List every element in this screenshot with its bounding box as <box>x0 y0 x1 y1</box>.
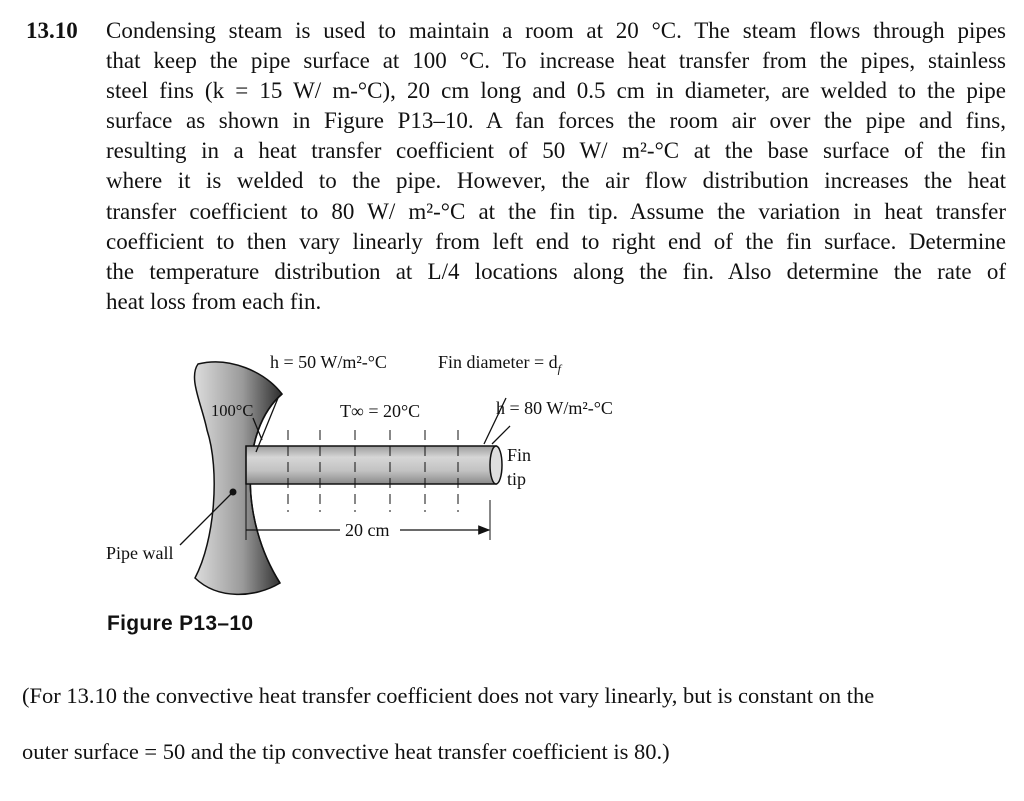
note-line-2: outer surface = 50 and the tip convective heat transfer coefficient is 80.) <box>22 739 670 764</box>
problem-number: 13.10 <box>26 18 78 43</box>
fin-tip-face <box>490 446 502 484</box>
problem-line: heat loss from each fin. <box>106 288 322 314</box>
problem-line: the temperature distribution at L/4 locations along the fin. Also determine the rate of <box>106 258 1006 284</box>
fin-length-label: 20 cm <box>345 520 390 540</box>
note-line-1: (For 13.10 the convective heat transfer coefficient does not vary linearly, but is constant on the <box>22 683 875 708</box>
fin-diameter-text: Fin diameter = d <box>438 352 558 372</box>
fin-tip-leader <box>492 426 510 444</box>
figure-caption: Figure P13–10 <box>107 612 254 635</box>
fin-tip-label-line1: Fin <box>507 445 532 465</box>
fin-diameter-label <box>438 352 561 379</box>
wall-temp-label: 100°C <box>211 401 254 420</box>
pipe-wall-dot <box>230 489 237 496</box>
problem-line: resulting in a heat transfer coefficient of 50 W/ m²-°C at the base surface of the fin <box>106 138 1006 164</box>
h-tip-label: h = 80 W/m²-°C <box>496 398 613 418</box>
fin-diameter-subscript: f <box>557 361 561 376</box>
problem-line: coefficient to then vary linearly from left end to right end of the fin surface. Determine <box>106 228 1006 254</box>
pipe-wall-label: Pipe wall <box>106 543 174 563</box>
problem-line: that keep the pipe surface at 100 °C. To increase heat transfer from the pipes, stainless <box>106 48 1006 74</box>
problem-line: where it is welded to the pipe. However, the air flow distribution increases the heat <box>106 168 1006 194</box>
problem-line: surface as shown in Figure P13–10. A fan forces the room air over the pipe and fins, <box>106 108 1006 134</box>
ambient-temp-label: T∞ = 20°C <box>340 401 421 421</box>
problem-line: Condensing steam is used to maintain a room at 20 °C. The steam flows through pipes <box>106 18 1006 43</box>
fin-tip-label-line2: tip <box>507 469 527 489</box>
problem-line: transfer coefficient to 80 W/ m²-°C at the fin tip. Assume the variation in heat transfer <box>106 198 1006 224</box>
problem-line: steel fins (k = 15 W/ m-°C), 20 cm long and 0.5 cm in diameter, are welded to the pipe <box>106 78 1006 104</box>
instructor-note <box>22 676 1012 772</box>
h-base-label: h = 50 W/m²-°C <box>270 352 387 372</box>
